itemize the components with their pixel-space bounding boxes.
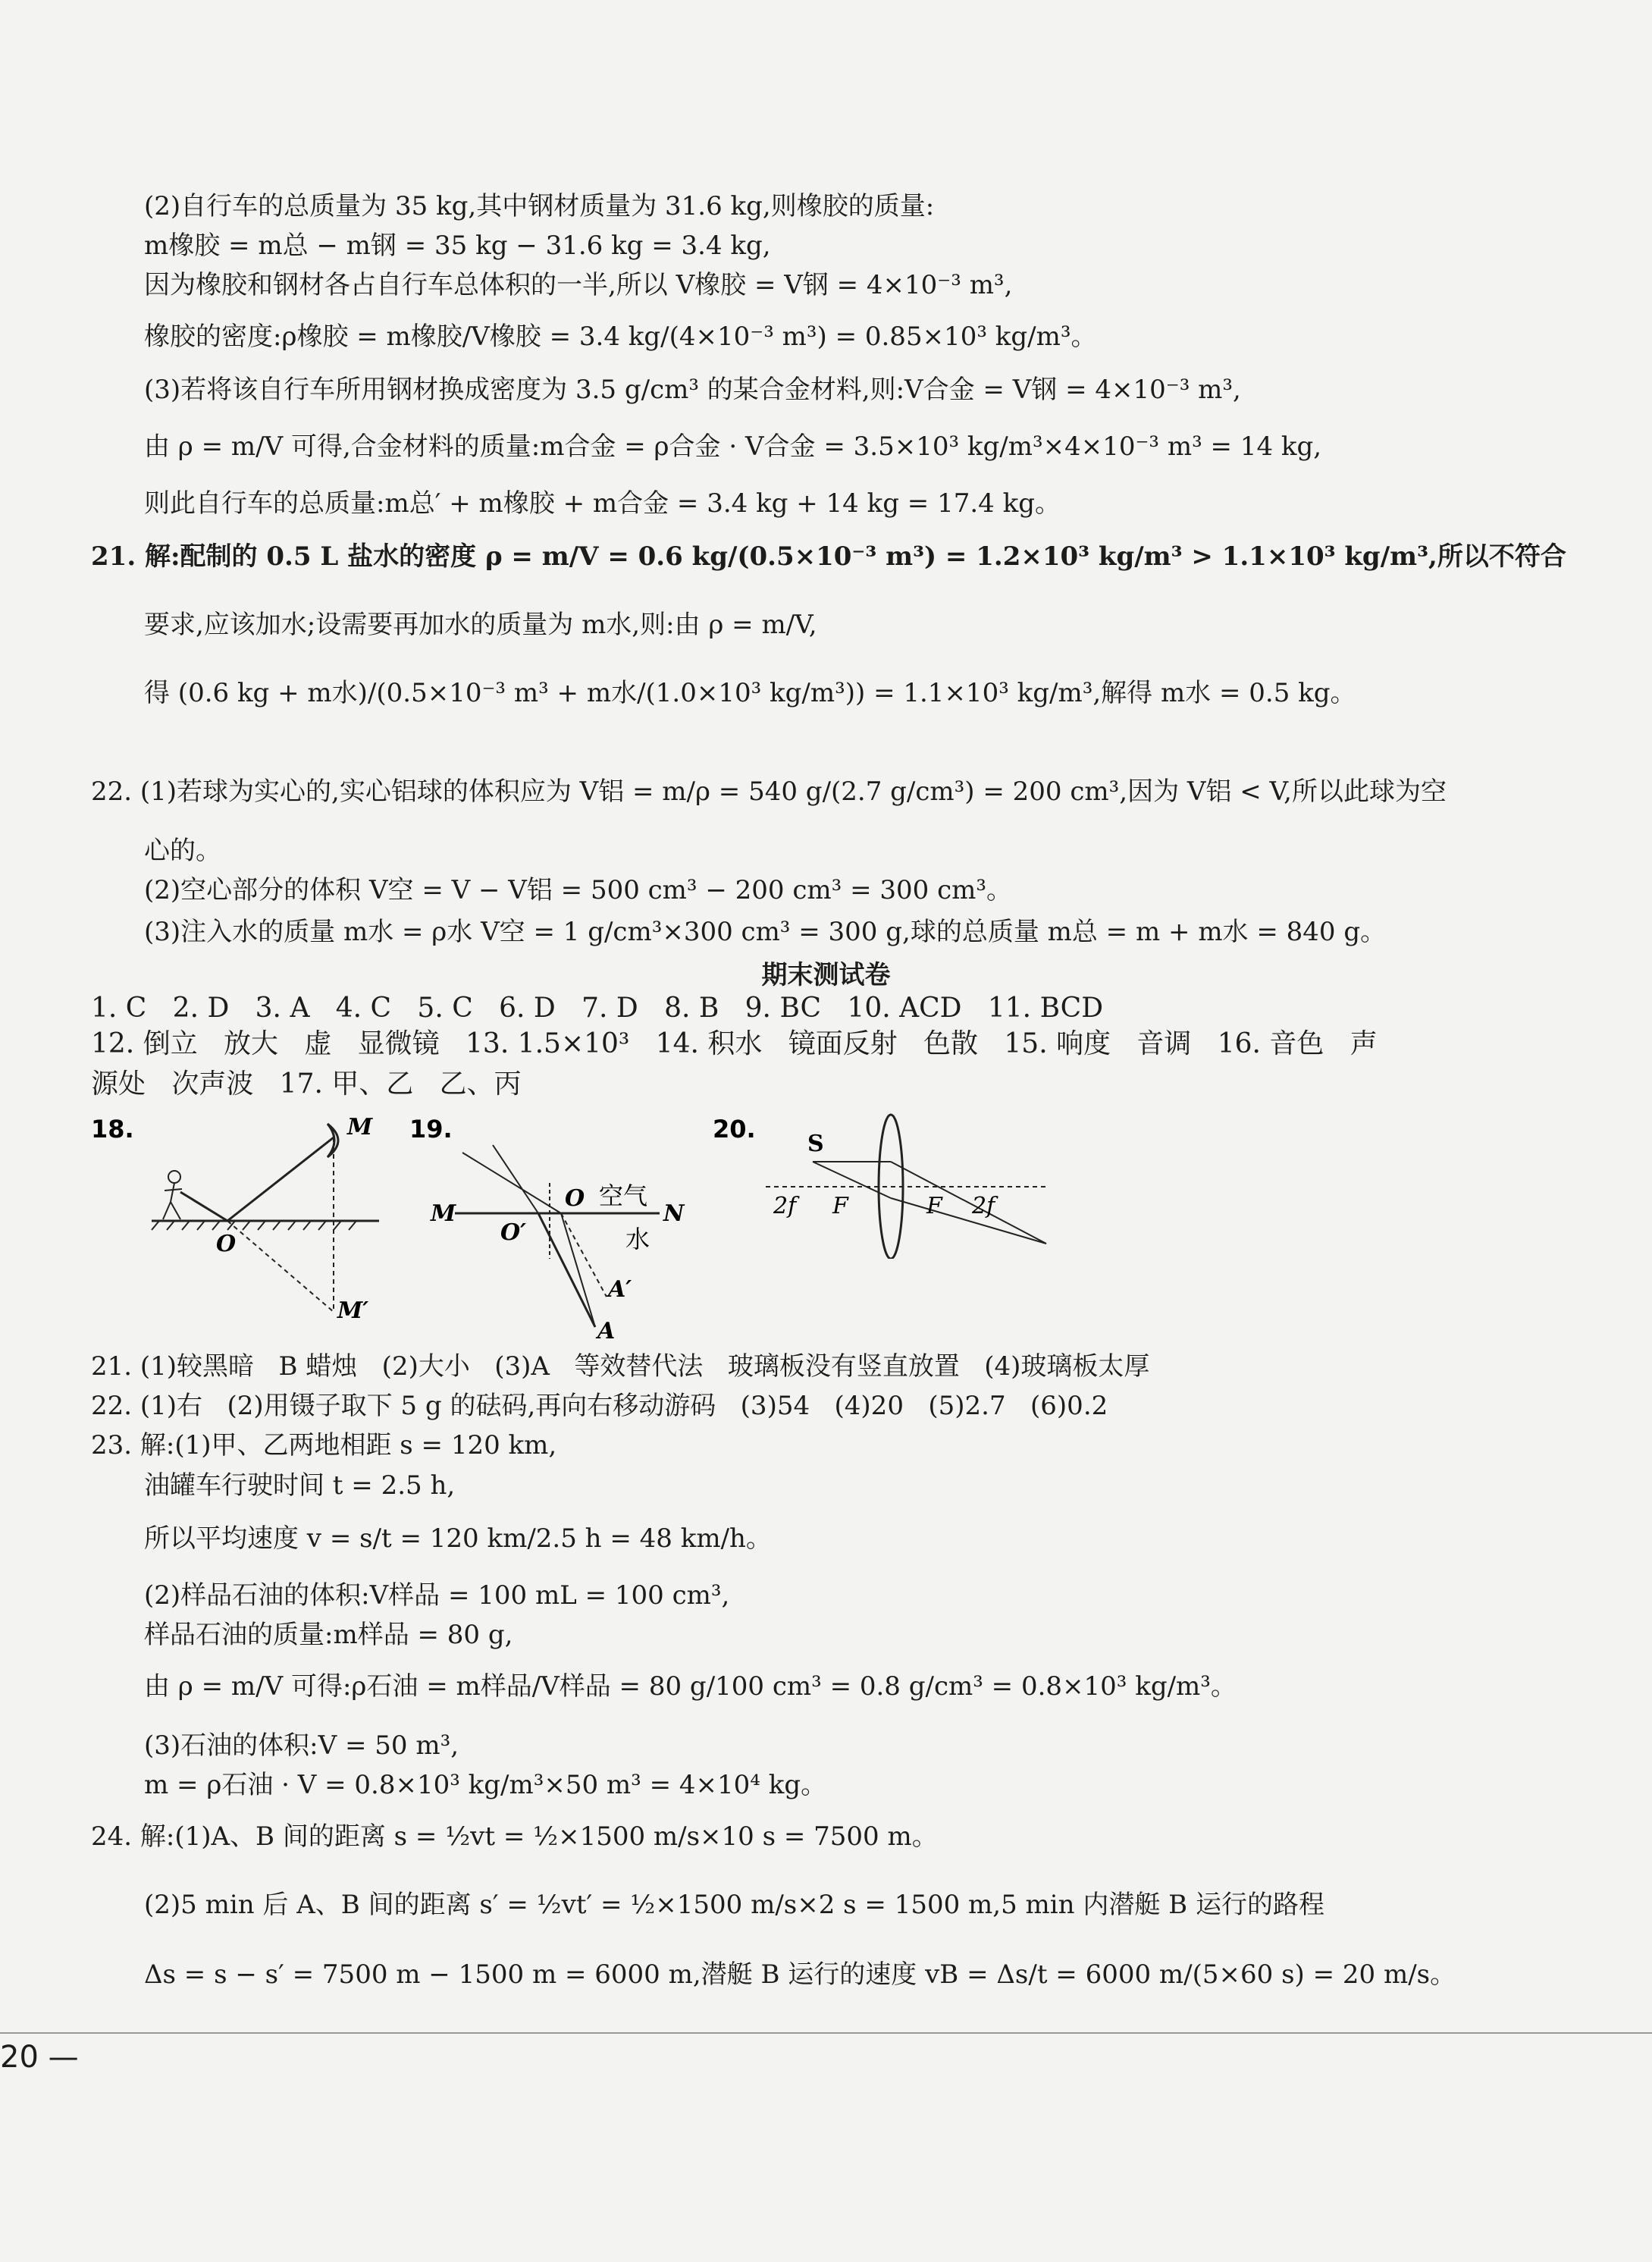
text-line: 由 ρ = m/V 可得:ρ石油 = m样品/V样品 = 80 g/100 cm³ = 0.8 g/cm³ = 0.8×10³ kg/m³。 <box>144 1671 1237 1702</box>
answer-line: 12. 倒立 放大 虚 显微镜 13. 1.5×10³ 14. 积水 镜面反射 色散 15. 响度 音调 16. 音色 声 <box>91 1028 1378 1059</box>
point-label: A′ <box>608 1276 632 1303</box>
point-label: N <box>663 1200 685 1227</box>
point-label: M <box>431 1200 456 1227</box>
point-label: O <box>216 1231 237 1257</box>
point-label: O <box>565 1185 585 1212</box>
point-label: F <box>926 1193 942 1219</box>
medium-label: 空气 <box>599 1181 648 1210</box>
point-label: 2f <box>972 1193 995 1219</box>
text-line: (2)样品石油的体积:V样品 = 100 mL = 100 cm³, <box>144 1580 730 1611</box>
text-line: 样品石油的质量:m样品 = 80 g, <box>144 1620 513 1650</box>
point-label: M′ <box>337 1297 369 1324</box>
medium-label: 水 <box>625 1225 650 1253</box>
text-line: m橡胶 = m总 − m钢 = 35 kg − 31.6 kg = 3.4 kg, <box>144 231 771 261</box>
footer-rule <box>0 2032 1652 2034</box>
text-line: (3)石油的体积:V = 50 m³, <box>144 1730 459 1761</box>
text-line: Δs = s − s′ = 7500 m − 1500 m = 6000 m,潜艇 B 运行的速度 vB = Δs/t = 6000 m/(5×60 s) = 20 m/s。 <box>144 1959 1456 1990</box>
text-line: (3)若将该自行车所用钢材换成密度为 3.5 g/cm³ 的某合金材料,则:V合金 = V钢 = 4×10⁻³ m³, <box>144 375 1241 405</box>
answer-line: 1. C 2. D 3. A 4. C 5. C 6. D 7. D 8. B 9. BC 10. ACD 11. BCD <box>91 993 1104 1024</box>
figure-18-diagram <box>91 1107 394 1327</box>
text-line: (3)注入水的质量 m水 = ρ水 V空 = 1 g/cm³×300 cm³ = 300 g,球的总质量 m总 = m + m水 = 840 g。 <box>144 917 1387 947</box>
text-line: 油罐车行驶时间 t = 2.5 h, <box>144 1470 456 1501</box>
text-line: 要求,应该加水;设需要再加水的质量为 m水,则:由 ρ = m/V, <box>144 610 817 640</box>
text-line: (2)空心部分的体积 V空 = V − V铝 = 500 cm³ − 200 cm³ = 300 cm³。 <box>144 875 1012 905</box>
figure-label: 18. <box>91 1115 134 1144</box>
figure-label: 19. <box>409 1115 453 1144</box>
figure-label: 20. <box>713 1115 756 1144</box>
point-label: F <box>832 1193 848 1219</box>
point-label: M <box>347 1114 373 1140</box>
point-label: O′ <box>500 1219 527 1246</box>
figure-19-diagram <box>409 1107 713 1342</box>
text-line: 则此自行车的总质量:m总′ + m橡胶 + m合金 = 3.4 kg + 14 kg = 17.4 kg。 <box>144 488 1061 519</box>
point-label: S <box>807 1131 824 1157</box>
question-24: 24. 解:(1)A、B 间的距离 s = ½vt = ½×1500 m/s×10 s = 7500 m。 <box>91 1821 938 1852</box>
text-line: (2)5 min 后 A、B 间的距离 s′ = ½vt′ = ½×1500 m/s×2 s = 1500 m,5 min 内潜艇 B 运行的路程 <box>144 1890 1324 1920</box>
page-number: 20 — <box>0 2040 79 2075</box>
figure-20-diagram <box>713 1107 1061 1259</box>
text-line: 橡胶的密度:ρ橡胶 = m橡胶/V橡胶 = 3.4 kg/(4×10⁻³ m³) = 0.85×10³ kg/m³。 <box>144 322 1097 352</box>
question-23: 23. 解:(1)甲、乙两地相距 s = 120 km, <box>91 1430 557 1460</box>
answer-line: 源处 次声波 17. 甲、乙 乙、丙 <box>91 1068 522 1100</box>
text-line: (2)自行车的总质量为 35 kg,其中钢材质量为 31.6 kg,则橡胶的质量: <box>144 191 935 221</box>
text-line: 得 (0.6 kg + m水)/(0.5×10⁻³ m³ + m水/(1.0×10³ kg/m³)) = 1.1×10³ kg/m³,解得 m水 = 0.5 kg。 <box>144 678 1356 708</box>
point-label: A <box>597 1318 616 1342</box>
text-line: 因为橡胶和钢材各占自行车总体积的一半,所以 V橡胶 = V钢 = 4×10⁻³ m³, <box>144 270 1013 300</box>
point-label: 2f <box>773 1193 797 1219</box>
question-21: 21. 解:配制的 0.5 L 盐水的密度 ρ = m/V = 0.6 kg/(0.5×10⁻³ m³) = 1.2×10³ kg/m³ > 1.1×10³ kg/m³,所以不符合 <box>91 541 1566 572</box>
text-line: m = ρ石油 · V = 0.8×10³ kg/m³×50 m³ = 4×10⁴ kg。 <box>144 1770 827 1800</box>
question-21-answer: 21. (1)较黑暗 B 蜡烛 (2)大小 (3)A 等效替代法 玻璃板没有竖直放置 (4)玻璃板太厚 <box>91 1351 1150 1382</box>
question-22-answer: 22. (1)右 (2)用镊子取下 5 g 的砝码,再向右移动游码 (3)54 (4)20 (5)2.7 (6)0.2 <box>91 1391 1108 1421</box>
question-22: 22. (1)若球为实心的,实心铝球的体积应为 V铝 = m/ρ = 540 g/(2.7 g/cm³) = 200 cm³,因为 V铝 < V,所以此球为空 <box>91 776 1447 807</box>
text-line: 心的。 <box>144 836 221 866</box>
text-line: 由 ρ = m/V 可得,合金材料的质量:m合金 = ρ合金 · V合金 = 3.5×10³ kg/m³×4×10⁻³ m³ = 14 kg, <box>144 431 1322 462</box>
section-title: 期末测试卷 <box>761 960 891 990</box>
text-line: 所以平均速度 v = s/t = 120 km/2.5 h = 48 km/h。 <box>144 1523 772 1554</box>
